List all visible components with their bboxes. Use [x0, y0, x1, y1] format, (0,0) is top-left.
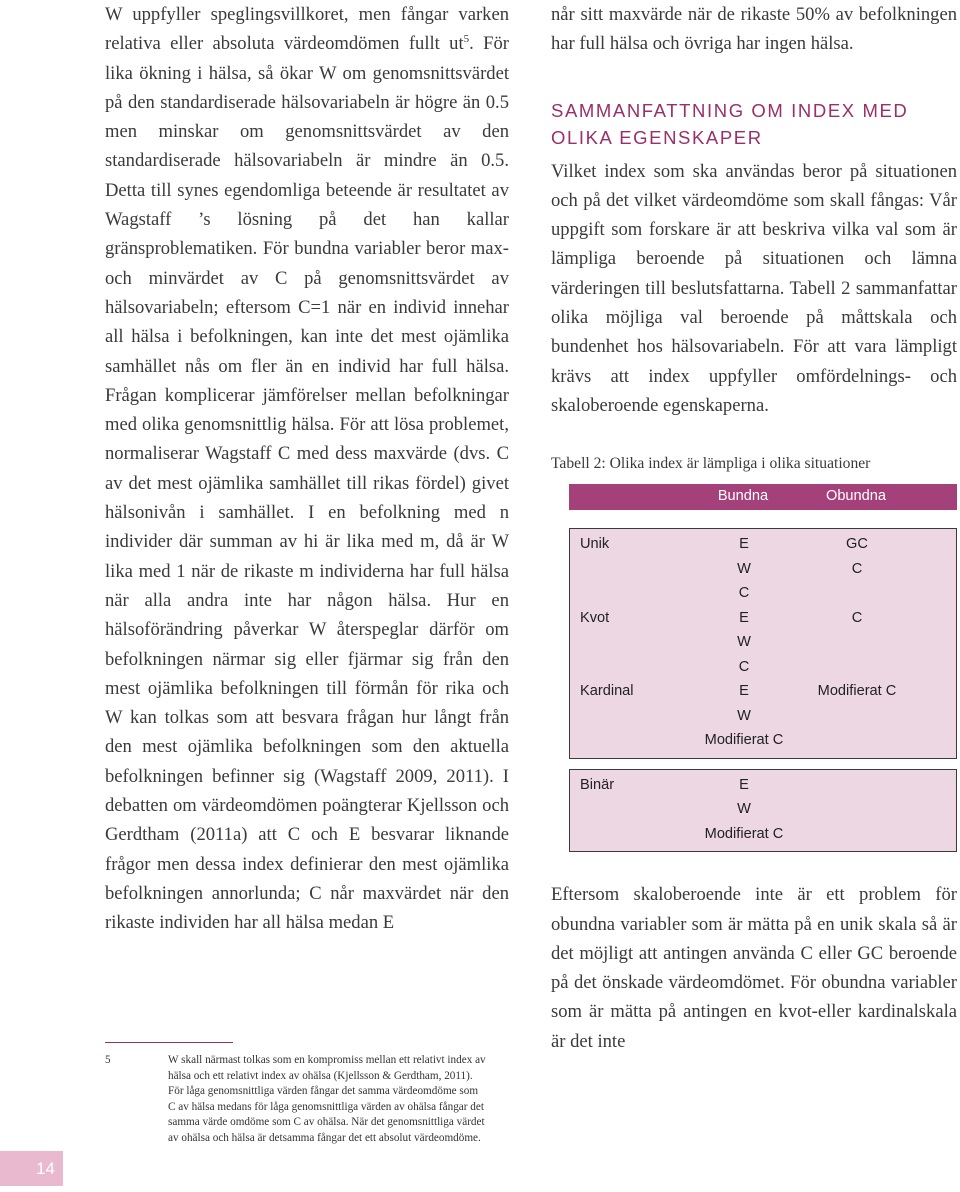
- table-row: [570, 582, 956, 607]
- table-row: [570, 774, 956, 799]
- row-label: Unik: [580, 536, 610, 553]
- bundna-cell: W: [737, 560, 751, 577]
- left-column: [105, 0, 509, 938]
- bundna-cell: E: [739, 776, 749, 793]
- footnote-divider: [105, 1042, 233, 1043]
- table-header-row: [569, 484, 957, 510]
- right-bottom-paragraph: Eftersom skaloberoende inte är ett problem för obundna variabler som är mätta på en unik skala så är det möjligt att antingen använda C eller GC beroende på det önskade värdeomdömet. För obundna variabler som är mätta på antingen en kvot-eller kardinalskala är det inte: [551, 884, 957, 1052]
- bundna-cell: W: [737, 801, 751, 818]
- table-row: [570, 680, 956, 705]
- table-row: [570, 729, 956, 754]
- obundna-cell: C: [851, 609, 863, 626]
- table-block-2: [569, 769, 957, 853]
- bundna-cell: W: [737, 634, 751, 651]
- bundna-cell: W: [737, 707, 751, 724]
- bundna-cell: E: [739, 536, 749, 553]
- table-row: [570, 558, 956, 583]
- header-bundna: Bundna: [717, 488, 769, 505]
- table-row: [570, 533, 956, 558]
- obundna-cell: Modifierat C: [817, 683, 897, 700]
- obundna-cell: C: [851, 560, 863, 577]
- table-row: [570, 656, 956, 681]
- left-text-part2: . För lika ökning i hälsa, så ökar W om genomsnittsvärdet på den standardiserade hälsovariabeln är högre än 0.5 men minskar om genomsnittsvärdet av den standardiserade hälsovariabeln är mindre än 0.5. Detta till synes egendomliga beteende är resultatet av Wagstaff ’s lösning på det han kallar gränsproblematiken. För bundna variabler beror max- och minvärdet av C på genomsnittsvärdet av hälsovariabeln; eftersom C=1 när en individ innehar all hälsa i befolkningen, kan inte det mest ojämlika samhället nås om fler än en individ har full hälsa. Frågan komplicerar jämförelser mellan befolkningar med olika genomsnittlig hälsa. För att lösa problemet, normaliserar Wagstaff C med dess maxvärde (dvs. C av det mest ojämlika samhället till rikas fördel) givet hälsonivån i samhället. I en befolkning med n individer där summan av hi är lika med m, då är W lika med 1 när de rikaste m individerna har full hälsa när alla andra inte har någon hälsa. Hur en hälsoförändring påverkar W återspeglar därför om befolkningen närmar sig eller fjärmar sig från den mest ojämlika befolkningen till förmån för rika och W kan tolkas som att besvara frågan hur långt från den mest ojämlika befolkningen som den aktuella befolkningen befinner sig (Wagstaff 2009, 2011). I debatten om värdeomdömen poängterar Kjellsson och Gerdtham (2011a) att C och E besvarar liknande frågor men dessa index definierar den mest ojämlika befolkningen annorlunda; C når maxvärdet när den rikaste individen har all hälsa medan E: [105, 33, 509, 934]
- table-row: [570, 631, 956, 656]
- row-label: Kvot: [580, 609, 610, 626]
- table-row: [570, 798, 956, 823]
- left-text-part1: W uppfyller speglingsvillkoret, men fångar varken relativa eller absoluta värdeomdömen fullt ut: [105, 4, 509, 55]
- right-column: [551, 0, 957, 1056]
- table-row: [570, 607, 956, 632]
- table-block-1: [569, 528, 957, 759]
- right-top-paragraph: når sitt maxvärde när de rikaste 50% av befolkningen har full hälsa och övriga har ingen hälsa.: [551, 4, 957, 55]
- bundna-cell: E: [739, 683, 749, 700]
- footnote-number: 5: [105, 1054, 111, 1066]
- bundna-cell: Modifierat C: [704, 825, 784, 842]
- table-caption: Tabell 2: Olika index är lämpliga i olika situationer: [551, 455, 871, 473]
- footnote-text: W skall närmast tolkas som en kompromiss mellan ett relativt index av hälsa och ett relativt index av ohälsa (Kjellsson & Gerdtham, 2011). För låga genomsnittliga värden fångar det samma värdeomdöme som C av hälsa medans för låga genomsnittliga värden av ohälsa fångar det samma värde omdöme som C av ohälsa. När det genomsnittliga värdet av ohälsa och hälsa är detsamma fångar det ett absolut värdeomdöme.: [168, 1054, 486, 1144]
- obundna-cell: GC: [846, 536, 868, 553]
- index-table: [569, 484, 957, 852]
- row-label: Kardinal: [580, 683, 634, 700]
- right-mid-paragraph: Vilket index som ska användas beror på situationen och på det vilket värdeomdöme som skall fångas: Vår uppgift som forskare är att beskriva vilka val som är lämpliga beroende på situationen och lämna värderingen till beslutsfattarna. Tabell 2 sammanfattar olika möjliga val beroende på måttskala och bundenhet hos hälsovariabeln. För att vara lämpligt krävs att index uppfyller omfördelnings- och skaloberoende egenskaperna.: [551, 160, 957, 416]
- row-label: Binär: [580, 776, 615, 793]
- bundna-cell: C: [738, 585, 750, 602]
- table-row: [570, 823, 956, 848]
- section-heading: SAMMANFATTNING OM INDEX MED OLIKA EGENSKAPER: [551, 99, 909, 148]
- footnote-reference[interactable]: 5: [463, 33, 470, 46]
- bundna-cell: E: [739, 609, 749, 626]
- header-obundna: Obundna: [825, 488, 887, 505]
- table-row: [570, 705, 956, 730]
- bundna-cell: Modifierat C: [704, 732, 784, 749]
- page-number: 14: [0, 1151, 63, 1186]
- left-body-paragraph: [105, 0, 509, 938]
- bundna-cell: C: [738, 658, 750, 675]
